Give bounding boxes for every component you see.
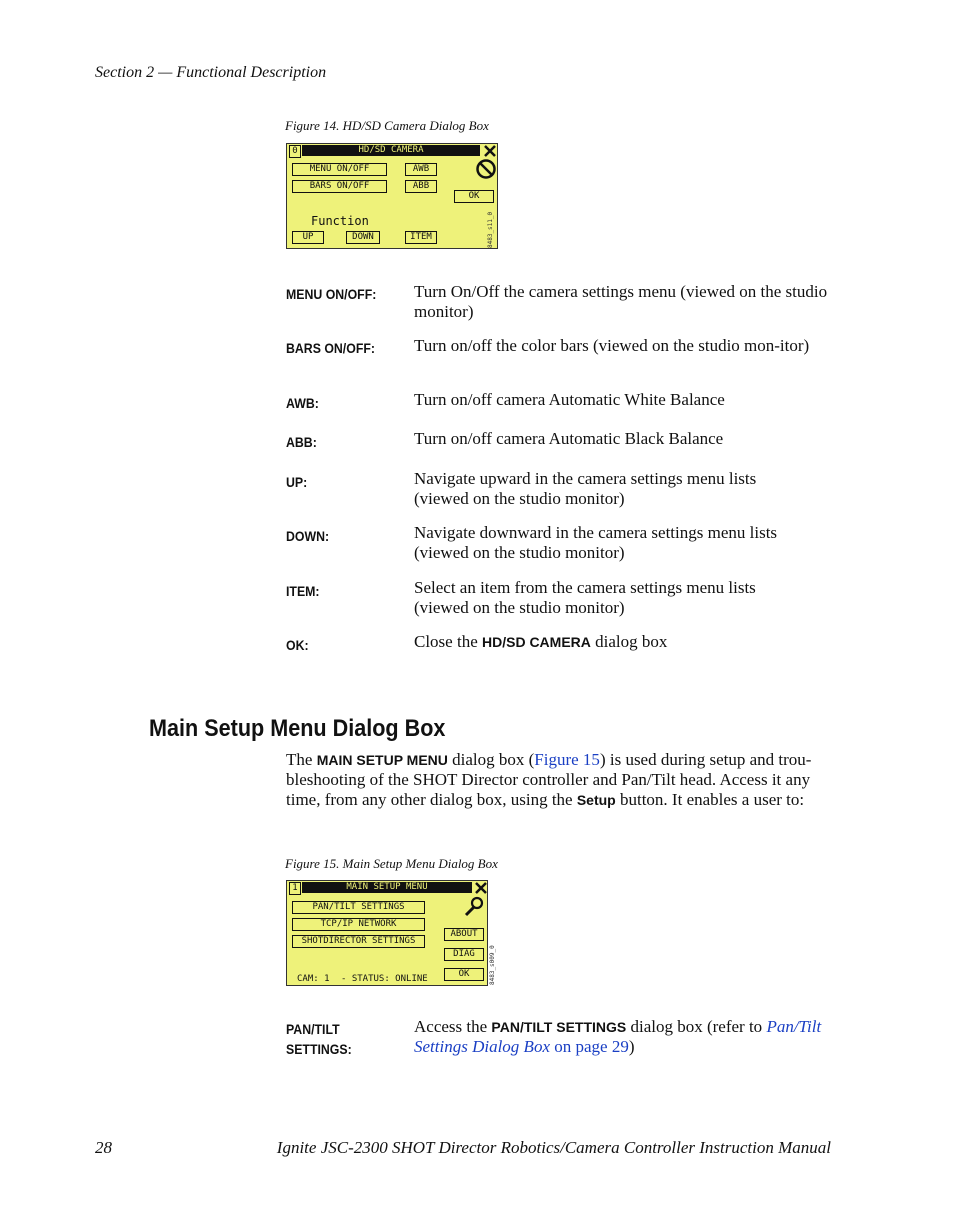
- pan-tilt-link[interactable]: Pan/Tilt: [766, 1017, 822, 1036]
- desc-bars-on-off: Turn on/off the color bars (viewed on the studio mon-itor): [414, 336, 810, 355]
- section-heading: Main Setup Menu Dialog Box: [149, 715, 446, 742]
- ok-button: OK: [444, 968, 484, 981]
- desc-abb: Turn on/off camera Automatic Black Balance: [414, 429, 724, 448]
- shotdirector-settings-button: SHOTDIRECTOR SETTINGS: [292, 935, 425, 948]
- lcd-number: 0: [289, 145, 301, 158]
- desc-ok: Close the HD/SD CAMERA dialog box: [414, 632, 668, 651]
- term-up: UP:: [286, 474, 308, 490]
- hd-sd-camera-dialog-image: [286, 143, 498, 249]
- figure-code: 8483_s009_0: [489, 945, 496, 985]
- main-setup-menu-dialog-image: [286, 880, 496, 986]
- section-paragraph: The MAIN SETUP MENU dialog box (Figure 15) is used during setup and trou-bleshooting of the SHOT Director controller and Pan/Tilt head. Access it any time, from any other dialog box, using the Setup button. It enables a user to:: [286, 750, 812, 809]
- term-abb: ABB:: [286, 434, 317, 450]
- lcd-title-bar: HD/SD CAMERA: [302, 145, 480, 156]
- ok-button: OK: [454, 190, 494, 203]
- abb-button: ABB: [405, 180, 437, 193]
- tcp-ip-network-button: TCP/IP NETWORK: [292, 918, 425, 931]
- lcd-title-bar: MAIN SETUP MENU: [302, 882, 472, 893]
- term-pan-tilt-1: PAN/TILT: [286, 1021, 340, 1037]
- diag-button: DIAG: [444, 948, 484, 961]
- up-button: UP: [292, 231, 324, 244]
- close-icon: [483, 144, 497, 158]
- term-awb: AWB:: [286, 395, 319, 411]
- inline-keyword: PAN/TILT SETTINGS: [491, 1019, 627, 1035]
- desc-pan-tilt: Access the PAN/TILT SETTINGS dialog box (refer to Pan/Tilt Settings Dialog Box on page 29): [414, 1017, 822, 1056]
- page-number: 28: [95, 1138, 112, 1157]
- bars-on-off-button: BARS ON/OFF: [292, 180, 387, 193]
- term-down: DOWN:: [286, 528, 330, 544]
- function-label: Function: [311, 214, 369, 228]
- figure-15-link[interactable]: Figure 15: [534, 750, 600, 769]
- lcd-number: 1: [289, 882, 301, 895]
- term-ok: OK:: [286, 637, 309, 653]
- desc-item: Select an item from the camera settings menu lists (viewed on the studio monitor): [414, 578, 756, 617]
- down-button: DOWN: [346, 231, 380, 244]
- desc-awb: Turn on/off camera Automatic White Balance: [414, 390, 725, 409]
- term-bars-on-off: BARS ON/OFF:: [286, 340, 375, 356]
- close-icon: [474, 881, 488, 895]
- running-header: Section 2 — Functional Description: [95, 64, 327, 81]
- no-entry-icon: [475, 158, 497, 180]
- awb-button: AWB: [405, 163, 437, 176]
- wrench-icon: [463, 896, 485, 918]
- term-menu-on-off: MENU ON/OFF:: [286, 286, 377, 302]
- page-29-link[interactable]: on page 29: [549, 1037, 629, 1056]
- manual-title: Ignite JSC-2300 SHOT Director Robotics/Camera Controller Instruction Manual: [276, 1138, 831, 1157]
- status-label: - STATUS: ONLINE: [341, 974, 428, 984]
- item-button: ITEM: [405, 231, 437, 244]
- figure-15-caption: Figure 15. Main Setup Menu Dialog Box: [285, 856, 498, 871]
- about-button: ABOUT: [444, 928, 484, 941]
- term-pan-tilt-2: SETTINGS:: [286, 1041, 352, 1057]
- inline-keyword: MAIN SETUP MENU: [316, 752, 448, 768]
- pan-tilt-settings-button: PAN/TILT SETTINGS: [292, 901, 425, 914]
- figure-14-caption: Figure 14. HD/SD Camera Dialog Box: [285, 118, 489, 133]
- term-item: ITEM:: [286, 583, 320, 599]
- inline-keyword: HD/SD CAMERA: [482, 634, 591, 650]
- inline-keyword: Setup: [576, 792, 616, 808]
- menu-on-off-button: MENU ON/OFF: [292, 163, 387, 176]
- figure-code: 8483_s11_0: [487, 211, 494, 248]
- desc-up: Navigate upward in the camera settings menu lists (viewed on the studio monitor): [414, 469, 757, 508]
- desc-menu-on-off: Turn On/Off the camera settings menu (viewed on the studio monitor): [414, 282, 828, 321]
- cam-label: CAM: 1: [297, 974, 330, 984]
- desc-down: Navigate downward in the camera settings menu lists (viewed on the studio monitor): [414, 523, 778, 562]
- settings-dialog-link[interactable]: Settings Dialog Box: [414, 1037, 550, 1056]
